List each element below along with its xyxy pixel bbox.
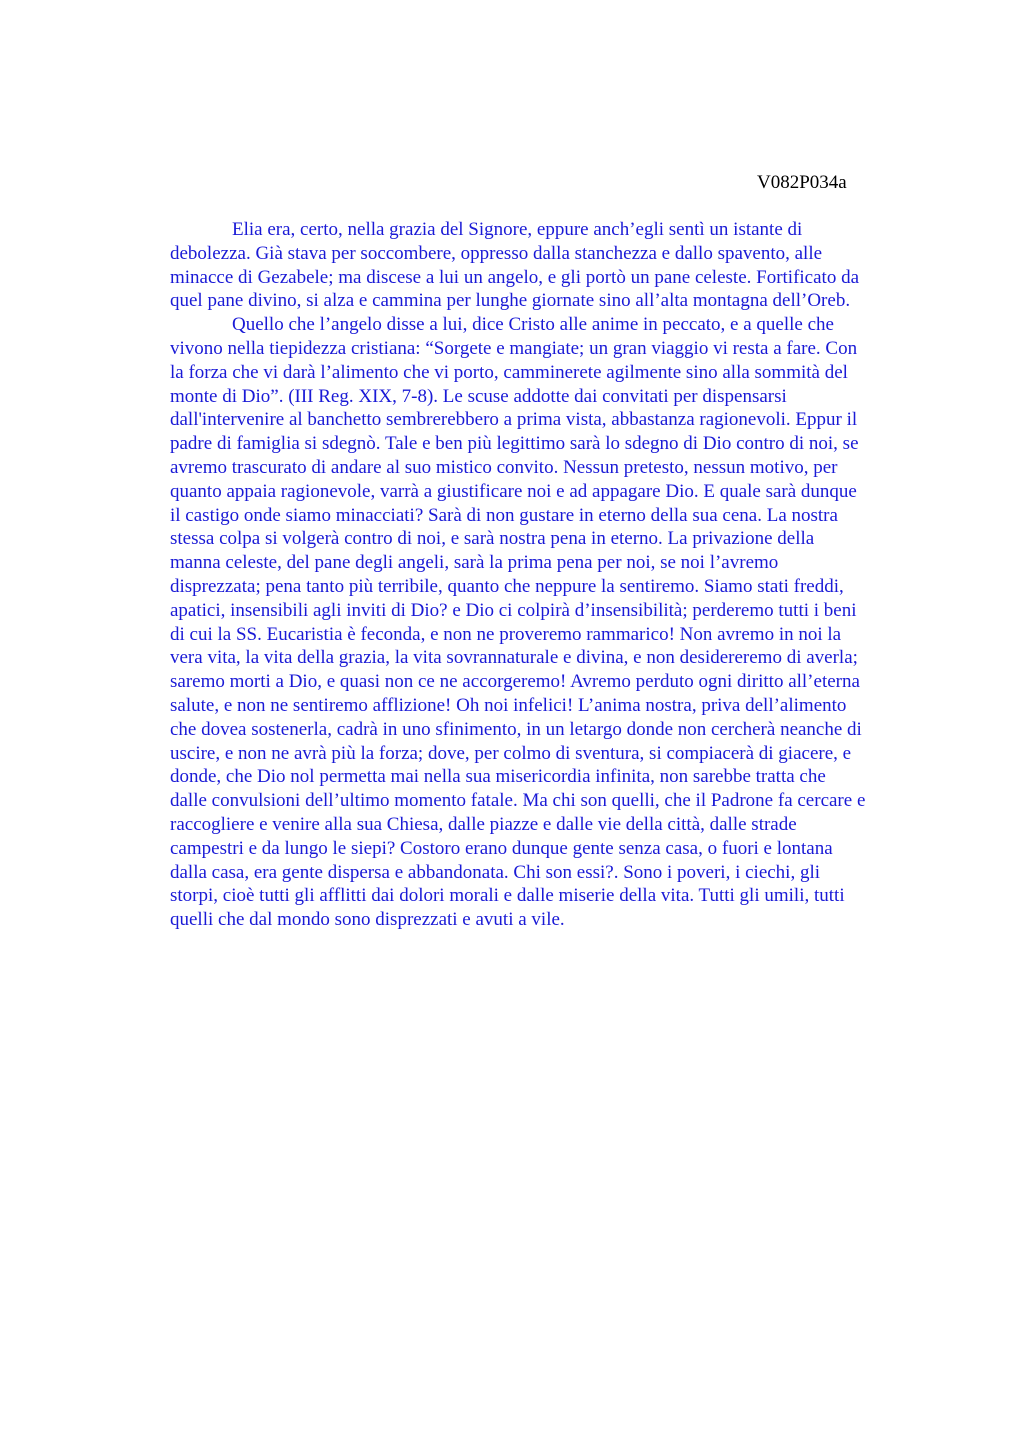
text-line: quelli che dal mondo sono disprezzati e avuti a vile. — [170, 909, 565, 931]
text-line: quel pane divino, si alza e cammina per lunghe giornate sino all’alta montagna dell’Oreb. — [170, 290, 851, 312]
text-line: saremo morti a Dio, e quasi non ce ne accorgeremo! Avremo perduto ogni diritto all’eterna — [170, 671, 860, 693]
text-line: uscire, e non ne avrà più la forza; dove, per colmo di sventura, si compiacerà di giacere, e — [170, 742, 852, 764]
text-line: la forza che vi darà l’alimento che vi porto, camminerete agilmente sino alla sommità del — [170, 361, 848, 383]
text-line: disprezzata; pena tanto più terribile, quanto che neppure la sentiremo. Siamo stati freddi, — [170, 575, 844, 597]
text-line: il castigo onde siamo minacciati? Sarà di non gustare in eterno della sua cena. La nostra — [170, 504, 838, 526]
text-line: dalle convulsioni dell’ultimo momento fatale. Ma chi son quelli, che il Padrone fa cercare e — [170, 790, 866, 812]
text-line: vivono nella tiepidezza cristiana: “Sorgete e mangiate; un gran viaggio vi resta a fare. Con — [170, 337, 858, 359]
text-line: manna celeste, del pane degli angeli, sarà la prima pena per noi, se noi l’avremo — [170, 552, 779, 574]
page-identifier: V082P034a — [757, 172, 847, 193]
text-line: padre di famiglia si sdegnò. Tale e ben più legittimo sarà lo sdegno di Dio contro di noi, se — [170, 433, 859, 455]
text-line: monte di Dio”. (III Reg. XIX, 7-8). Le scuse addotte dai convitati per dispensarsi — [170, 385, 787, 407]
body-text — [170, 218, 930, 932]
text-line: stessa colpa si volgerà contro di noi, e sarà nostra pena in eterno. La privazione della — [170, 528, 815, 550]
text-line: storpi, cioè tutti gli afflitti dai dolori morali e dalle miserie della vita. Tutti gli umili, tutti — [170, 885, 845, 907]
text-line: di cui la SS. Eucaristia è feconda, e non ne proveremo rammarico! Non avremo in noi la — [170, 623, 842, 645]
text-line: che dovea sostenerla, cadrà in uno sfinimento, in un letargo donde non cercherà neanche di — [170, 718, 862, 740]
text-line: Quello che l’angelo disse a lui, dice Cristo alle anime in peccato, e a quelle che — [232, 314, 834, 336]
text-line: campestri e da lungo le siepi? Costoro erano dunque gente senza casa, o fuori e lontana — [170, 837, 833, 859]
text-line: quanto appaia ragionevole, varrà a giustificare noi e ad appagare Dio. E quale sarà dunque — [170, 480, 857, 502]
text-line: Elia era, certo, nella grazia del Signore, eppure anch’egli sentì un istante di — [232, 219, 803, 240]
text-line: apatici, insensibili agli inviti di Dio? e Dio ci colpirà d’insensibilità; perderemo tutti i beni — [170, 599, 857, 621]
text-line: raccogliere e venire alla sua Chiesa, dalle piazze e dalle vie della città, dalle strade — [170, 813, 797, 835]
text-line: donde, che Dio nol permetta mai nella sua misericordia infinita, non sarebbe tratta che — [170, 766, 826, 788]
text-line: minacce di Gezabele; ma discese a lui un angelo, e gli portò un pane celeste. Fortificato da — [170, 266, 860, 288]
text-line: dall'intervenire al banchetto sembrerebbero a prima vista, abbastanza ragionevoli. Eppur il — [170, 409, 858, 431]
text-line: dalla casa, era gente dispersa e abbandonata. Chi son essi?. Sono i poveri, i ciechi, gli — [170, 861, 821, 883]
text-line: avremo trascurato di andare al suo mistico convito. Nessun pretesto, nessun motivo, per — [170, 456, 838, 478]
text-line: vera vita, la vita della grazia, la vita sovrannaturale e divina, e non desidereremo di averla; — [170, 647, 858, 669]
text-line: debolezza. Già stava per soccombere, oppresso dalla stanchezza e dallo spavento, alle — [170, 242, 823, 264]
text-line: salute, e non ne sentiremo afflizione! Oh noi infelici! L’anima nostra, priva dell’alimento — [170, 694, 847, 716]
